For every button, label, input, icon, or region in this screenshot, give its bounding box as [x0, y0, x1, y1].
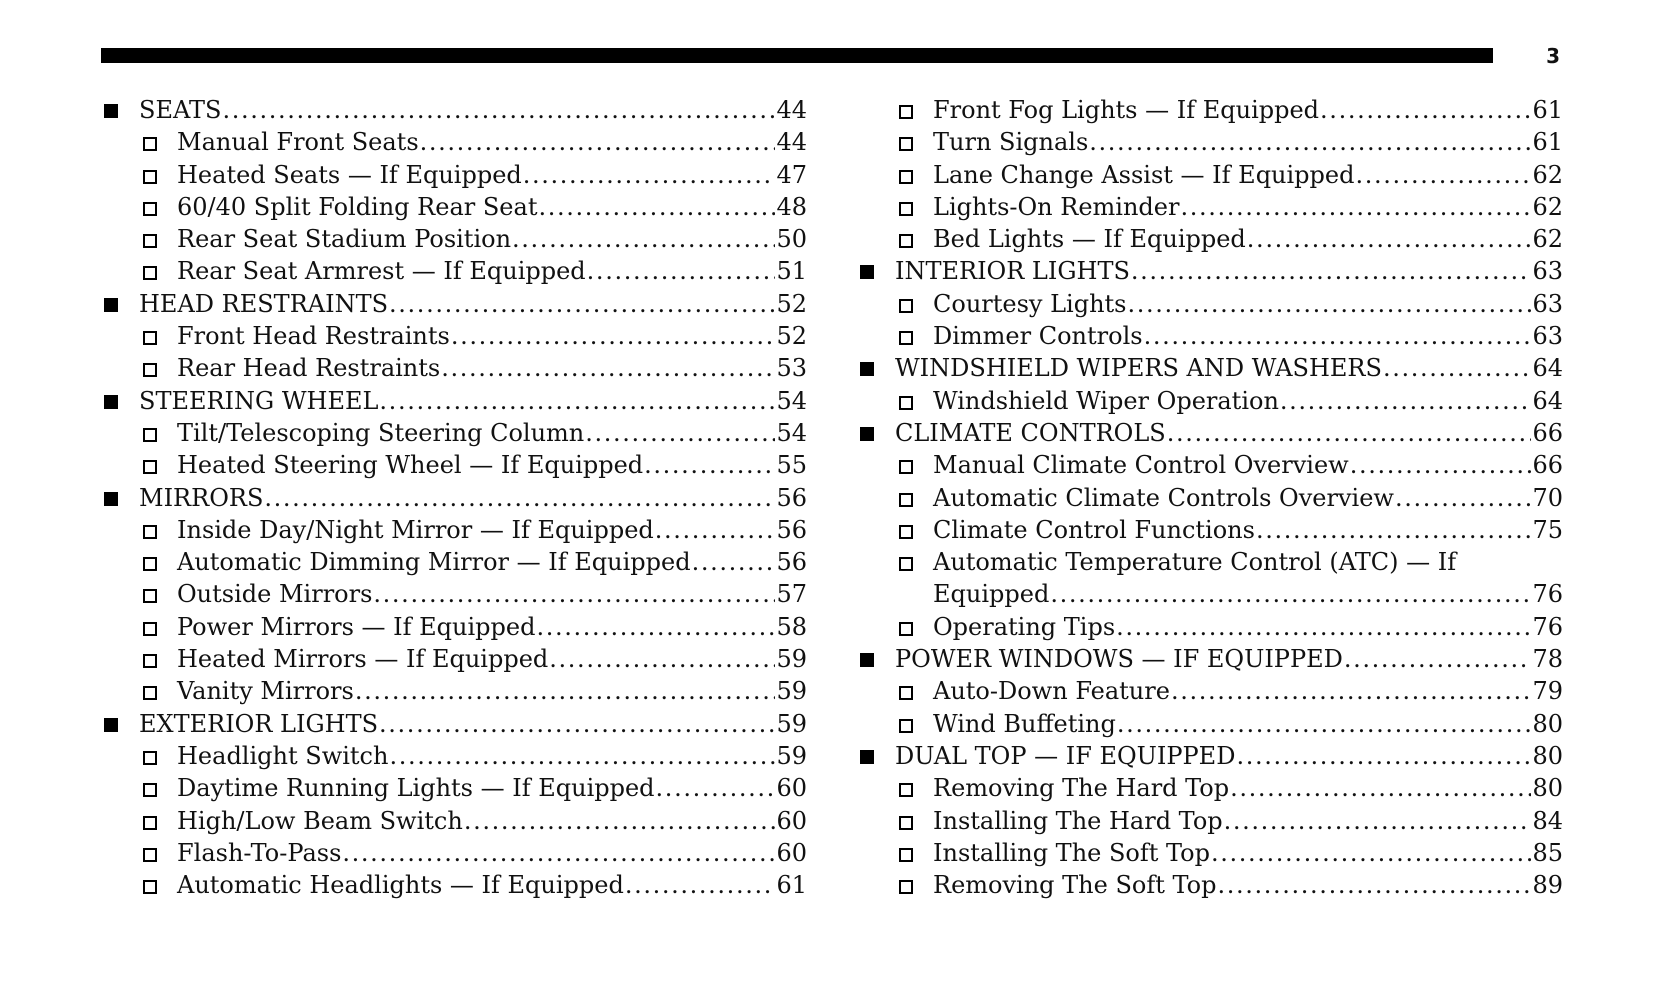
- hollow-square-bullet-icon: [143, 234, 157, 248]
- toc-subsection-entry[interactable]: [857, 223, 1563, 255]
- hollow-square-bullet-icon: [143, 460, 157, 474]
- hollow-square-bullet-icon: [143, 202, 157, 216]
- dot-leader: [379, 385, 775, 417]
- toc-page-number: 80: [1532, 741, 1563, 770]
- dot-leader: [420, 126, 776, 158]
- toc-section-entry[interactable]: [857, 352, 1563, 384]
- filled-square-bullet-icon: [104, 298, 118, 312]
- toc-subsection-entry[interactable]: [857, 675, 1563, 707]
- toc-section-entry[interactable]: [857, 417, 1563, 449]
- toc-page-number: 59: [776, 741, 807, 770]
- hollow-square-bullet-icon: [899, 105, 913, 119]
- toc-page-number: 66: [1532, 451, 1563, 480]
- toc-page-number: 50: [776, 225, 807, 254]
- toc-left-column: [101, 94, 807, 901]
- toc-entry-title: Installing The Soft Top: [933, 838, 1210, 867]
- dot-leader: [536, 611, 775, 643]
- toc-entry-title: Automatic Climate Controls Overview: [933, 483, 1394, 512]
- dot-leader: [656, 772, 776, 804]
- dot-leader: [451, 320, 776, 352]
- dot-leader: [389, 288, 775, 320]
- toc-page-number: 56: [776, 483, 807, 512]
- hollow-square-bullet-icon: [143, 880, 157, 894]
- toc-entry-title: Removing The Soft Top: [933, 871, 1217, 900]
- toc-page-number: 44: [776, 128, 807, 157]
- hollow-square-bullet-icon: [143, 331, 157, 345]
- hollow-square-bullet-icon: [143, 557, 157, 571]
- toc-subsection-entry[interactable]: [857, 708, 1563, 740]
- hollow-square-bullet-icon: [899, 816, 913, 830]
- hollow-square-bullet-icon: [143, 686, 157, 700]
- toc-entry-title: Courtesy Lights: [933, 289, 1127, 318]
- toc-entry-title: Climate Control Functions: [933, 515, 1255, 544]
- toc-subsection-entry[interactable]: [101, 869, 807, 901]
- toc-entry-title: Outside Mirrors: [177, 580, 373, 609]
- hollow-square-bullet-icon: [143, 654, 157, 668]
- dot-leader: [222, 94, 775, 126]
- toc-entry-title: Auto-Down Feature: [933, 677, 1170, 706]
- dot-leader: [1050, 578, 1531, 610]
- hollow-square-bullet-icon: [899, 299, 913, 313]
- filled-square-bullet-icon: [104, 104, 118, 118]
- toc-page-number: 56: [776, 515, 807, 544]
- dot-leader: [692, 546, 776, 578]
- toc-page-number: 56: [776, 548, 807, 577]
- toc-page-number: 51: [776, 257, 807, 286]
- dot-leader: [342, 837, 775, 869]
- dot-leader: [1211, 837, 1531, 869]
- toc-page-number: 63: [1532, 257, 1563, 286]
- toc-subsection-entry[interactable]: [857, 869, 1563, 901]
- dot-leader: [587, 255, 776, 287]
- hollow-square-bullet-icon: [899, 396, 913, 410]
- toc-entry-title: HEAD RESTRAINTS: [139, 289, 389, 318]
- hollow-square-bullet-icon: [899, 234, 913, 248]
- toc-subsection-entry[interactable]: [101, 643, 807, 675]
- toc-page-number: 79: [1532, 677, 1563, 706]
- filled-square-bullet-icon: [860, 265, 874, 279]
- filled-square-bullet-icon: [860, 362, 874, 376]
- hollow-square-bullet-icon: [899, 137, 913, 151]
- hollow-square-bullet-icon: [143, 525, 157, 539]
- toc-section-entry[interactable]: [101, 288, 807, 320]
- dot-leader: [1236, 740, 1531, 772]
- hollow-square-bullet-icon: [143, 589, 157, 603]
- toc-section-entry[interactable]: [101, 482, 807, 514]
- toc-subsection-entry[interactable]: [857, 159, 1563, 191]
- hollow-square-bullet-icon: [899, 331, 913, 345]
- hollow-square-bullet-icon: [143, 363, 157, 377]
- toc-entry-title: Operating Tips: [933, 612, 1116, 641]
- filled-square-bullet-icon: [104, 492, 118, 506]
- toc-entry-title: High/Low Beam Switch: [177, 806, 463, 835]
- dot-leader: [464, 805, 776, 837]
- toc-page-number: 52: [776, 289, 807, 318]
- dot-leader: [1344, 643, 1532, 675]
- hollow-square-bullet-icon: [143, 751, 157, 765]
- toc-page-number: 62: [1532, 225, 1563, 254]
- hollow-square-bullet-icon: [899, 848, 913, 862]
- toc-entry-title: Headlight Switch: [177, 741, 389, 770]
- toc-subsection-entry[interactable]: [101, 223, 807, 255]
- toc-subsection-entry[interactable]: [857, 514, 1563, 546]
- toc-subsection-entry[interactable]: [101, 578, 807, 610]
- hollow-square-bullet-icon: [143, 428, 157, 442]
- dot-leader: [1224, 805, 1532, 837]
- toc-entry-title: Flash-To-Pass: [177, 838, 342, 867]
- hollow-square-bullet-icon: [899, 622, 913, 636]
- toc-entry-title: Rear Seat Stadium Position: [177, 225, 512, 254]
- dot-leader: [1128, 288, 1532, 320]
- dot-leader: [1131, 255, 1532, 287]
- toc-entry-title: Lane Change Assist — If Equipped: [933, 160, 1355, 189]
- toc-entry-title: Dimmer Controls: [933, 322, 1143, 351]
- toc-entry-title: Bed Lights — If Equipped: [933, 225, 1246, 254]
- dot-leader: [523, 159, 776, 191]
- toc-page-number: 61: [1532, 96, 1563, 124]
- toc-subsection-entry[interactable]: [101, 772, 807, 804]
- toc-page-number: 80: [1532, 774, 1563, 803]
- toc-entry-title: POWER WINDOWS — IF EQUIPPED: [895, 645, 1343, 674]
- toc-subsection-entry[interactable]: [857, 126, 1563, 158]
- toc-page-number: 63: [1532, 289, 1563, 318]
- toc-page-number: 63: [1532, 322, 1563, 351]
- toc-entry-title: SEATS: [139, 96, 222, 124]
- toc-page-number: 52: [776, 322, 807, 351]
- dot-leader: [355, 675, 776, 707]
- toc-subsection-entry[interactable]: [101, 740, 807, 772]
- dot-leader: [1116, 611, 1531, 643]
- hollow-square-bullet-icon: [899, 686, 913, 700]
- toc-entry-title: DUAL TOP — IF EQUIPPED: [895, 741, 1236, 770]
- toc-subsection-entry[interactable]: [857, 385, 1563, 417]
- toc-subsection-entry[interactable]: [101, 126, 807, 158]
- toc-page-number: 76: [1532, 580, 1563, 609]
- toc-entry-title: Front Fog Lights — If Equipped: [933, 96, 1320, 124]
- dot-leader: [625, 869, 776, 901]
- filled-square-bullet-icon: [860, 653, 874, 667]
- dot-leader: [1280, 385, 1532, 417]
- dot-leader: [1180, 191, 1531, 223]
- hollow-square-bullet-icon: [899, 493, 913, 507]
- toc-page-number: 53: [776, 354, 807, 383]
- dot-leader: [379, 708, 775, 740]
- dot-leader: [538, 191, 775, 223]
- filled-square-bullet-icon: [104, 718, 118, 732]
- dot-leader: [1167, 417, 1532, 449]
- toc-page-number: 60: [776, 774, 807, 803]
- toc-subsection-entry[interactable]: [101, 611, 807, 643]
- dot-leader: [1217, 869, 1531, 901]
- toc-entry-title: Inside Day/Night Mirror — If Equipped: [177, 515, 654, 544]
- toc-page-number: 44: [776, 96, 807, 124]
- toc-entry-title: EXTERIOR LIGHTS: [139, 709, 379, 738]
- toc-subsection-entry[interactable]: [857, 449, 1563, 481]
- toc-subsection-entry[interactable]: [101, 805, 807, 837]
- hollow-square-bullet-icon: [143, 137, 157, 151]
- hollow-square-bullet-icon: [899, 525, 913, 539]
- dot-leader: [1117, 708, 1532, 740]
- toc-page-number: 76: [1532, 612, 1563, 641]
- dot-leader: [1171, 675, 1532, 707]
- toc-section-entry[interactable]: [857, 255, 1563, 287]
- toc-subsection-entry[interactable]: [101, 675, 807, 707]
- toc-entry-title: 60/40 Split Folding Rear Seat: [177, 192, 538, 221]
- toc-subsection-entry[interactable]: [857, 805, 1563, 837]
- toc-page-number: 64: [1532, 354, 1563, 383]
- dot-leader: [644, 449, 775, 481]
- hollow-square-bullet-icon: [143, 266, 157, 280]
- toc-entry-title: Manual Climate Control Overview: [933, 451, 1349, 480]
- toc-page-number: 57: [776, 580, 807, 609]
- dot-leader: [549, 643, 775, 675]
- toc-page-number: 59: [776, 677, 807, 706]
- toc-entry-title: Heated Steering Wheel — If Equipped: [177, 451, 644, 480]
- toc-page-number: 89: [1532, 871, 1563, 900]
- toc-page-number: 66: [1532, 418, 1563, 447]
- toc-subsection-entry[interactable]: [857, 288, 1563, 320]
- toc-page-number: 59: [776, 709, 807, 738]
- filled-square-bullet-icon: [104, 395, 118, 409]
- dot-leader: [264, 482, 775, 514]
- hollow-square-bullet-icon: [899, 170, 913, 184]
- toc-section-entry[interactable]: [101, 708, 807, 740]
- dot-leader: [512, 223, 775, 255]
- toc-section-entry[interactable]: [857, 643, 1563, 675]
- toc-section-entry[interactable]: [101, 385, 807, 417]
- toc-entry-title: Wind Buffeting: [933, 709, 1116, 738]
- dot-leader: [373, 578, 775, 610]
- toc-entry-title: WINDSHIELD WIPERS AND WASHERS: [895, 354, 1382, 383]
- toc-entry-title: Heated Seats — If Equipped: [177, 160, 522, 189]
- toc-subsection-entry[interactable]: [857, 482, 1563, 514]
- toc-entry-title: Turn Signals: [933, 128, 1089, 157]
- toc-subsection-entry[interactable]: [101, 320, 807, 352]
- toc-entry-title: Automatic Headlights — If Equipped: [177, 871, 624, 900]
- toc-page-number: 54: [776, 418, 807, 447]
- toc-page-number: 70: [1532, 483, 1563, 512]
- toc-subsection-entry[interactable]: [101, 449, 807, 481]
- dot-leader: [441, 352, 775, 384]
- filled-square-bullet-icon: [860, 750, 874, 764]
- toc-page-number: 62: [1532, 160, 1563, 189]
- toc-subsection-entry[interactable]: [857, 611, 1563, 643]
- dot-leader: [1247, 223, 1532, 255]
- dot-leader: [1089, 126, 1531, 158]
- toc-entry-title: Installing The Hard Top: [933, 806, 1223, 835]
- toc-entry-title: Automatic Temperature Control (ATC) — If: [933, 548, 1457, 577]
- dot-leader: [585, 417, 775, 449]
- toc-entry-title: Front Head Restraints: [177, 322, 450, 351]
- dot-leader: [389, 740, 775, 772]
- hollow-square-bullet-icon: [143, 783, 157, 797]
- hollow-square-bullet-icon: [899, 202, 913, 216]
- toc-subsection-entry[interactable]: [857, 94, 1563, 126]
- toc-entry-title: CLIMATE CONTROLS: [895, 418, 1166, 447]
- toc-entry-title: Windshield Wiper Operation: [933, 386, 1279, 415]
- toc-entry-title: INTERIOR LIGHTS: [895, 257, 1130, 286]
- hollow-square-bullet-icon: [899, 460, 913, 474]
- toc-page-number: 47: [776, 160, 807, 189]
- toc-entry-title: Rear Seat Armrest — If Equipped: [177, 257, 586, 286]
- hollow-square-bullet-icon: [143, 622, 157, 636]
- toc-subsection-entry[interactable]: [101, 159, 807, 191]
- toc-page-number: 80: [1532, 709, 1563, 738]
- hollow-square-bullet-icon: [143, 848, 157, 862]
- hollow-square-bullet-icon: [899, 557, 913, 571]
- dot-leader: [1144, 320, 1532, 352]
- filled-square-bullet-icon: [860, 427, 874, 441]
- toc-right-column: [857, 94, 1563, 901]
- dot-leader: [655, 514, 776, 546]
- hollow-square-bullet-icon: [899, 783, 913, 797]
- toc-page-number: 59: [776, 645, 807, 674]
- dot-leader: [1256, 514, 1532, 546]
- toc-subsection-entry[interactable]: [101, 837, 807, 869]
- toc-entry-title-continued: Equipped: [933, 580, 1050, 609]
- dot-leader: [1230, 772, 1531, 804]
- toc-subsection-entry[interactable]: [101, 191, 807, 223]
- toc-page-number: 61: [1532, 128, 1563, 157]
- toc-page-number: 60: [776, 806, 807, 835]
- toc-entry-title: Automatic Dimming Mirror — If Equipped: [177, 548, 691, 577]
- toc-entry-title: Power Mirrors — If Equipped: [177, 612, 536, 641]
- toc-page-number: 58: [776, 612, 807, 641]
- toc-page-number: 75: [1532, 515, 1563, 544]
- toc-subsection-entry[interactable]: [857, 320, 1563, 352]
- toc-page-number: 61: [776, 871, 807, 900]
- toc-entry-title: Rear Head Restraints: [177, 354, 441, 383]
- toc-page-number: 60: [776, 838, 807, 867]
- toc-subsection-entry[interactable]: [101, 255, 807, 287]
- toc-subsection-entry[interactable]: [857, 772, 1563, 804]
- toc-entry-title: Manual Front Seats: [177, 128, 419, 157]
- toc-page-number: 85: [1532, 838, 1563, 867]
- toc-page-number: 55: [776, 451, 807, 480]
- toc-subsection-entry[interactable]: [857, 546, 1563, 611]
- toc-subsection-entry[interactable]: [101, 417, 807, 449]
- toc-entry-title: STEERING WHEEL: [139, 386, 379, 415]
- header-rule: [101, 48, 1493, 63]
- dot-leader: [1395, 482, 1532, 514]
- toc-entry-title: Removing The Hard Top: [933, 774, 1230, 803]
- toc-subsection-entry[interactable]: [101, 352, 807, 384]
- dot-leader: [1350, 449, 1532, 481]
- dot-leader: [1383, 352, 1532, 384]
- dot-leader: [1320, 94, 1531, 126]
- hollow-square-bullet-icon: [143, 170, 157, 184]
- toc-subsection-entry[interactable]: [857, 191, 1563, 223]
- toc-page-number: 54: [776, 386, 807, 415]
- hollow-square-bullet-icon: [899, 719, 913, 733]
- toc-entry-title: Daytime Running Lights — If Equipped: [177, 774, 655, 803]
- toc-section-entry[interactable]: [857, 740, 1563, 772]
- toc-page-number: 62: [1532, 192, 1563, 221]
- toc-entry-title: Tilt/Telescoping Steering Column: [177, 418, 585, 447]
- toc-page-number: 84: [1532, 806, 1563, 835]
- toc-section-entry[interactable]: [101, 94, 807, 126]
- toc-page-number: 78: [1532, 645, 1563, 674]
- toc-subsection-entry[interactable]: [857, 837, 1563, 869]
- toc-entry-title: Lights-On Reminder: [933, 192, 1180, 221]
- toc-entry-title: MIRRORS: [139, 483, 264, 512]
- toc-subsection-entry[interactable]: [101, 514, 807, 546]
- toc-entry-title: Vanity Mirrors: [177, 677, 354, 706]
- toc-entry-title: Heated Mirrors — If Equipped: [177, 645, 549, 674]
- toc-page-number: 64: [1532, 386, 1563, 415]
- toc-page-number: 48: [776, 192, 807, 221]
- hollow-square-bullet-icon: [899, 880, 913, 894]
- hollow-square-bullet-icon: [143, 816, 157, 830]
- page-number: 3: [1546, 44, 1560, 68]
- dot-leader: [1355, 159, 1531, 191]
- toc-subsection-entry[interactable]: [101, 546, 807, 578]
